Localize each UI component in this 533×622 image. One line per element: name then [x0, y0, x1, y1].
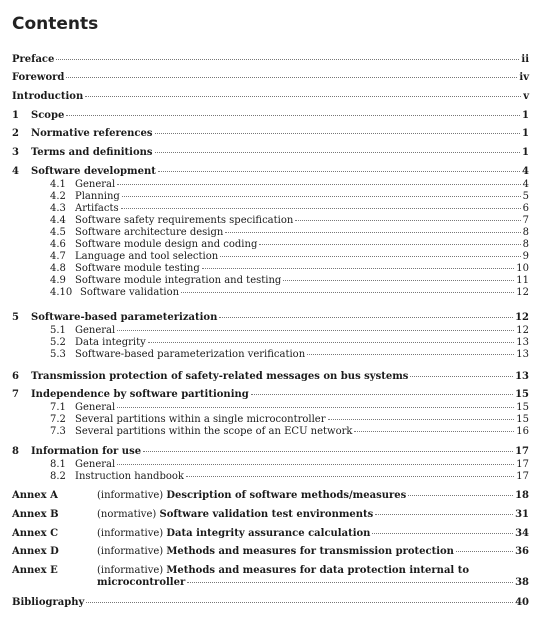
annex-title-line2 [97, 577, 529, 589]
entry-label: Normative references [31, 128, 153, 139]
entry-number: 4.9 [50, 275, 66, 286]
entry-label: Terms and definitions [31, 147, 153, 158]
entry-label: Transmission protection of safety-related messages on bus systems [31, 371, 409, 382]
toc-entry-clause-6[interactable] [12, 371, 529, 383]
toc-entry-annex-e[interactable] [12, 565, 529, 589]
entry-page: 1 [522, 147, 529, 158]
entry-page: 8 [522, 227, 529, 238]
annex-kind: (informative) [97, 528, 164, 539]
entry-label: Preface [12, 54, 55, 65]
dot-leader [295, 220, 520, 221]
entry-page: 9 [522, 251, 529, 262]
toc-entry-4-2[interactable] [50, 191, 529, 203]
dot-leader [219, 317, 513, 318]
entry-label: Introduction [12, 91, 84, 102]
entry-page: 36 [515, 546, 529, 557]
entry-page: iv [519, 72, 529, 83]
entry-page: 11 [516, 275, 529, 286]
entry-number: 6 [12, 371, 19, 382]
dot-leader [143, 451, 513, 452]
entry-page: 13 [515, 371, 529, 382]
entry-number: 4.3 [50, 203, 66, 214]
dot-leader [66, 115, 520, 116]
entry-page: ii [521, 54, 529, 65]
entry-page: 12 [516, 325, 529, 336]
entry-number: 4 [12, 166, 19, 177]
entry-label: Several partitions within a single microcontroller [75, 414, 326, 425]
dot-leader [121, 208, 521, 209]
entry-label: Software safety requirements specification [75, 215, 294, 226]
entry-page: 1 [522, 110, 529, 121]
entry-page: 12 [515, 312, 529, 323]
entry-label: Software development [31, 166, 156, 177]
toc-entry-4-4[interactable] [50, 215, 529, 227]
dot-leader [155, 152, 521, 153]
entry-page: 15 [515, 389, 529, 400]
toc-entry-4-5[interactable] [50, 227, 529, 239]
dot-leader [410, 376, 513, 377]
entry-page: 16 [516, 426, 529, 437]
entry-label: General [75, 179, 116, 190]
dot-leader [259, 244, 520, 245]
annex-kind: (informative) [97, 490, 164, 501]
entry-page: 8 [522, 239, 529, 250]
entry-number: 8.2 [50, 471, 66, 482]
dot-leader [372, 533, 513, 534]
entry-label: Software validation [80, 287, 180, 298]
toc-entry-annex-c[interactable] [12, 528, 529, 540]
toc-entry-bibliography[interactable] [12, 597, 529, 609]
entry-page: 17 [515, 446, 529, 457]
dot-leader [375, 514, 513, 515]
annex-number: Annex B [12, 509, 59, 520]
entry-number: 7.3 [50, 426, 66, 437]
entry-number: 5.1 [50, 325, 66, 336]
entry-number: 7.1 [50, 402, 66, 413]
dot-leader [117, 184, 520, 185]
dot-leader [155, 133, 521, 134]
annex-number: Annex D [12, 546, 59, 557]
entry-page: 12 [516, 287, 529, 298]
entry-label: Planning [75, 191, 120, 202]
entry-label: Independence by software partitioning [31, 389, 249, 400]
entry-label: Software module testing [75, 263, 200, 274]
entry-page: 15 [516, 402, 529, 413]
toc-entry-clause-2[interactable] [12, 128, 529, 140]
entry-label: Several partitions within the scope of an ECU network [75, 426, 353, 437]
entry-page: 34 [515, 528, 529, 539]
toc-entry-4-9[interactable] [50, 275, 529, 287]
entry-label: Foreword [12, 72, 65, 83]
dot-leader [328, 419, 515, 420]
entry-number: 8 [12, 446, 19, 457]
entry-page: v [523, 91, 529, 102]
toc-entry-clause-7[interactable] [12, 389, 529, 401]
dot-leader [187, 582, 513, 583]
dot-leader [85, 96, 521, 97]
dot-leader [148, 342, 515, 343]
entry-page: 10 [516, 263, 529, 274]
annex-kind: (informative) [97, 546, 164, 557]
entry-page: 31 [515, 509, 529, 520]
toc-entry-5-2[interactable] [50, 337, 529, 349]
dot-leader [202, 268, 515, 269]
entry-number: 7.2 [50, 414, 66, 425]
toc-entry-4-6[interactable] [50, 239, 529, 251]
entry-page: 13 [516, 337, 529, 348]
entry-page: 4 [522, 179, 529, 190]
toc-entry-7-2[interactable] [50, 414, 529, 426]
entry-label: Bibliography [12, 597, 85, 608]
dot-leader [408, 495, 513, 496]
dot-leader [354, 431, 514, 432]
entry-label: Methods and measures for transmission protection [166, 546, 454, 557]
entry-label: Methods and measures for data protection internal to [166, 565, 469, 576]
toc-entry-clause-4[interactable] [12, 166, 529, 178]
entry-page: 40 [515, 597, 529, 608]
dot-leader [122, 196, 521, 197]
dot-leader [56, 59, 519, 60]
entry-label: Software validation test environments [159, 509, 374, 520]
toc-entry-preface[interactable] [12, 54, 529, 66]
entry-number: 7 [12, 389, 19, 400]
entry-label: Description of software methods/measures [166, 490, 407, 501]
annex-title-line1 [97, 565, 469, 577]
entry-page: 1 [522, 128, 529, 139]
toc-entry-clause-1[interactable] [12, 110, 529, 122]
entry-number: 5 [12, 312, 19, 323]
entry-number: 4.7 [50, 251, 66, 262]
entry-page: 17 [516, 459, 529, 470]
dot-leader [86, 602, 513, 603]
toc-entry-introduction[interactable] [12, 91, 529, 103]
entry-number: 1 [12, 110, 19, 121]
dot-leader [225, 232, 520, 233]
entry-number: 4.10 [50, 287, 73, 298]
entry-number: 5.2 [50, 337, 66, 348]
entry-label: Software-based parameterization verification [75, 349, 306, 360]
entry-label: Information for use [31, 446, 142, 457]
entry-number: 5.3 [50, 349, 66, 360]
entry-number: 8.1 [50, 459, 66, 470]
entry-label: General [75, 459, 116, 470]
dot-leader [251, 394, 513, 395]
entry-page: 17 [516, 471, 529, 482]
entry-number: 4.5 [50, 227, 66, 238]
entry-page: 4 [522, 166, 529, 177]
entry-number: 4.8 [50, 263, 66, 274]
dot-leader [117, 407, 514, 408]
entry-label: Software module integration and testing [75, 275, 282, 286]
entry-page: 5 [522, 191, 529, 202]
entry-number: 4.6 [50, 239, 66, 250]
annex-number: Annex A [12, 490, 58, 501]
toc-entry-foreword[interactable] [12, 72, 529, 84]
entry-number: 3 [12, 147, 19, 158]
dot-leader [117, 464, 514, 465]
toc-entry-8-2[interactable] [50, 471, 529, 483]
toc-entry-annex-d[interactable] [12, 546, 529, 558]
entry-label-continued: microcontroller [97, 577, 186, 588]
dot-leader [283, 280, 514, 281]
toc-entry-clause-8[interactable] [12, 446, 529, 458]
toc-entry-7-3[interactable] [50, 426, 529, 438]
dot-leader [117, 330, 514, 331]
toc-entry-clause-3[interactable] [12, 147, 529, 159]
annex-number: Annex E [12, 565, 58, 576]
toc-entry-5-3[interactable] [50, 349, 529, 361]
entry-label: Scope [31, 110, 65, 121]
entry-label: General [75, 325, 116, 336]
entry-label: Artifacts [75, 203, 119, 214]
toc-entry-7-1[interactable] [50, 402, 529, 414]
entry-page: 6 [522, 203, 529, 214]
entry-label: Instruction handbook [75, 471, 184, 482]
entry-number: 2 [12, 128, 19, 139]
toc-entry-4-3[interactable] [50, 203, 529, 215]
dot-leader [220, 256, 520, 257]
entry-page: 13 [516, 349, 529, 360]
entry-label: General [75, 402, 116, 413]
annex-kind: (informative) [97, 565, 164, 576]
dot-leader [456, 551, 513, 552]
toc-entry-annex-b[interactable] [12, 509, 529, 521]
toc-entry-4-8[interactable] [50, 263, 529, 275]
dot-leader [307, 354, 514, 355]
toc-entry-annex-a[interactable] [12, 490, 529, 502]
dot-leader [66, 77, 517, 78]
entry-page: 7 [522, 215, 529, 226]
dot-leader [181, 292, 514, 293]
page-title: Contents [12, 14, 99, 34]
entry-label: Software-based parameterization [31, 312, 218, 323]
toc-entry-8-1[interactable] [50, 459, 529, 471]
annex-number: Annex C [12, 528, 59, 539]
entry-label: Data integrity [75, 337, 146, 348]
entry-label: Data integrity assurance calculation [166, 528, 371, 539]
dot-leader [186, 476, 514, 477]
entry-number: 4.1 [50, 179, 66, 190]
entry-label: Language and tool selection [75, 251, 219, 262]
entry-page: 38 [515, 577, 529, 588]
dot-leader [158, 171, 520, 172]
entry-page: 18 [515, 490, 529, 501]
annex-kind: (normative) [97, 509, 157, 520]
toc-entry-4-7[interactable] [50, 251, 529, 263]
entry-page: 15 [516, 414, 529, 425]
entry-label: Software architecture design [75, 227, 224, 238]
entry-number: 4.2 [50, 191, 66, 202]
entry-label: Software module design and coding [75, 239, 258, 250]
entry-number: 4.4 [50, 215, 66, 226]
toc-entry-5-1[interactable] [50, 325, 529, 337]
toc-entry-clause-5[interactable] [12, 312, 529, 324]
toc-entry-4-1[interactable] [50, 179, 529, 191]
toc-entry-4-10[interactable] [50, 287, 529, 299]
